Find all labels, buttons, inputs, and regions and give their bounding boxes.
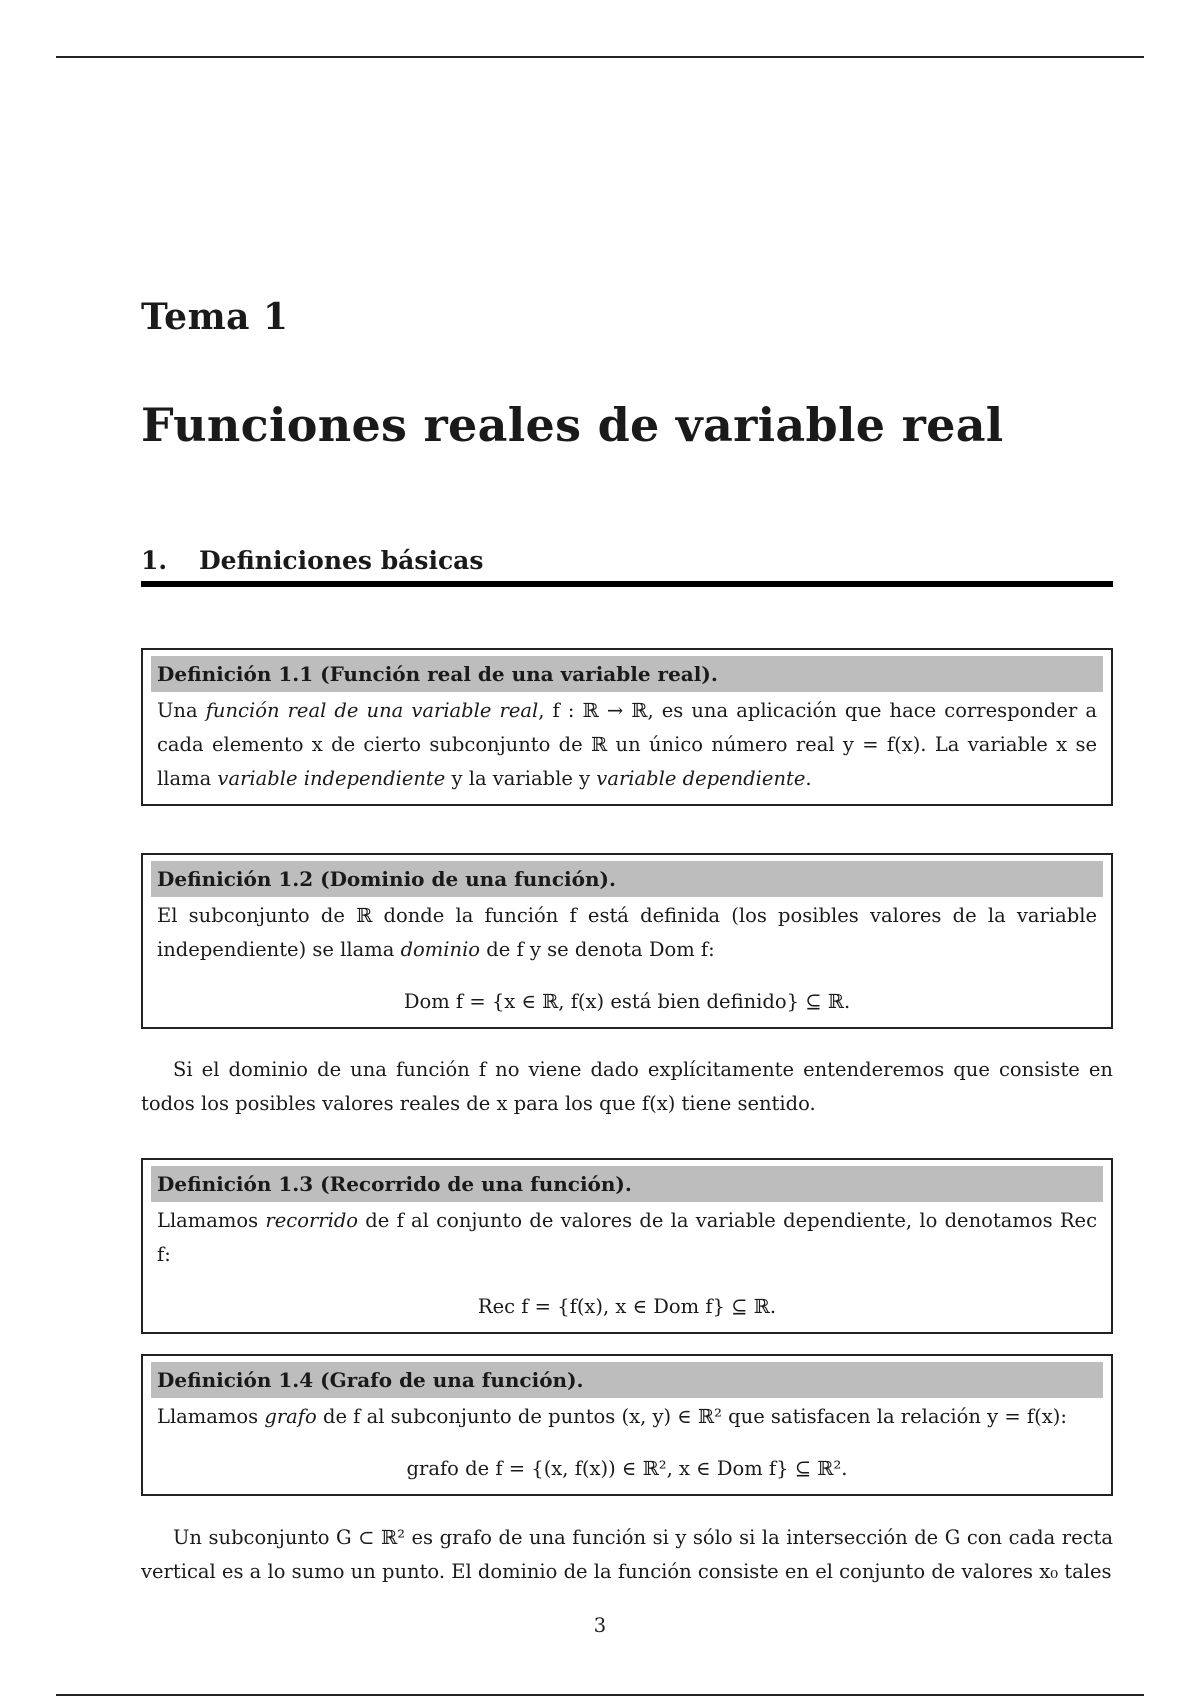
definition-formula: Rec f = {f(x), x ∈ Dom f} ⊆ ℝ. [477, 1295, 777, 1318]
text-run: Llamamos [157, 1209, 266, 1232]
emphasis-term: recorrido [265, 1209, 359, 1232]
definition-body [151, 1202, 1103, 1272]
text-run: El subconjunto de ℝ donde la función f está definida (los posibles valores de la variable independiente) se llama [157, 904, 1097, 961]
definition-box [141, 853, 1113, 1029]
emphasis-term: variable dependiente [596, 767, 806, 790]
text-run: Llamamos [157, 1405, 265, 1428]
text-run: . [805, 767, 812, 790]
text-run: de f al conjunto de valores de la variable dependiente, lo denotamos Rec f: [157, 1209, 1097, 1266]
bottom-rule [56, 1694, 1144, 1696]
paragraph-text: Si el dominio de una función f no viene dado explícitamente entenderemos que consiste en todos los posibles valores reales de x para los que f(x) tiene sentido. [141, 1058, 1113, 1115]
definition-heading: Definición 1.1 (Función real de una variable real). [151, 656, 1103, 692]
definition-box [141, 1158, 1113, 1334]
emphasis-term: función real de una variable real [205, 699, 539, 722]
definition-box [141, 648, 1113, 806]
body-paragraph [141, 1521, 1113, 1589]
definition-heading: Definición 1.2 (Dominio de una función). [151, 861, 1103, 897]
definition-formula: Dom f = {x ∈ ℝ, f(x) está bien definido} ⊆ ℝ. [403, 990, 851, 1013]
emphasis-term: dominio [400, 938, 481, 961]
section-title: Definiciones básicas [199, 546, 484, 575]
definition-heading: Definición 1.4 (Grafo de una función). [151, 1362, 1103, 1398]
emphasis-term: grafo [264, 1405, 317, 1428]
top-rule [56, 56, 1144, 58]
section-heading [141, 546, 1113, 587]
text-run: de f y se denota Dom f: [480, 938, 715, 961]
chapter-title: Funciones reales de variable real [141, 398, 1004, 452]
paragraph-text: Un subconjunto G ⊂ ℝ² es grafo de una función si y sólo si la intersección de G con cada recta vertical es a lo sumo un punto. El dominio de la función consiste en el conjunto de valores x₀ tales [141, 1526, 1113, 1583]
definition-body [151, 692, 1103, 796]
definition-formula: grafo de f = {(x, f(x)) ∈ ℝ², x ∈ Dom f} ⊆ ℝ². [406, 1457, 848, 1480]
section-number: 1. [141, 546, 168, 575]
emphasis-term: variable independiente [217, 767, 446, 790]
chapter-label: Tema 1 [141, 296, 289, 338]
text-run: , f : ℝ → ℝ, es una aplicación que hace corresponder a cada elemento x de cierto subconjunto de ℝ un único número real y = f(x). La variable x se llama [157, 699, 1097, 790]
page-number: 3 [593, 1614, 607, 1637]
definition-body [151, 1398, 1103, 1434]
text-run: de f al subconjunto de puntos (x, y) ∈ ℝ² que satisfacen la relación y = f(x): [316, 1405, 1067, 1428]
definition-body [151, 897, 1103, 967]
text-run: Una [157, 699, 206, 722]
text-run: y la variable y [445, 767, 597, 790]
definition-box [141, 1354, 1113, 1496]
definition-heading: Definición 1.3 (Recorrido de una función). [151, 1166, 1103, 1202]
body-paragraph [141, 1053, 1113, 1121]
